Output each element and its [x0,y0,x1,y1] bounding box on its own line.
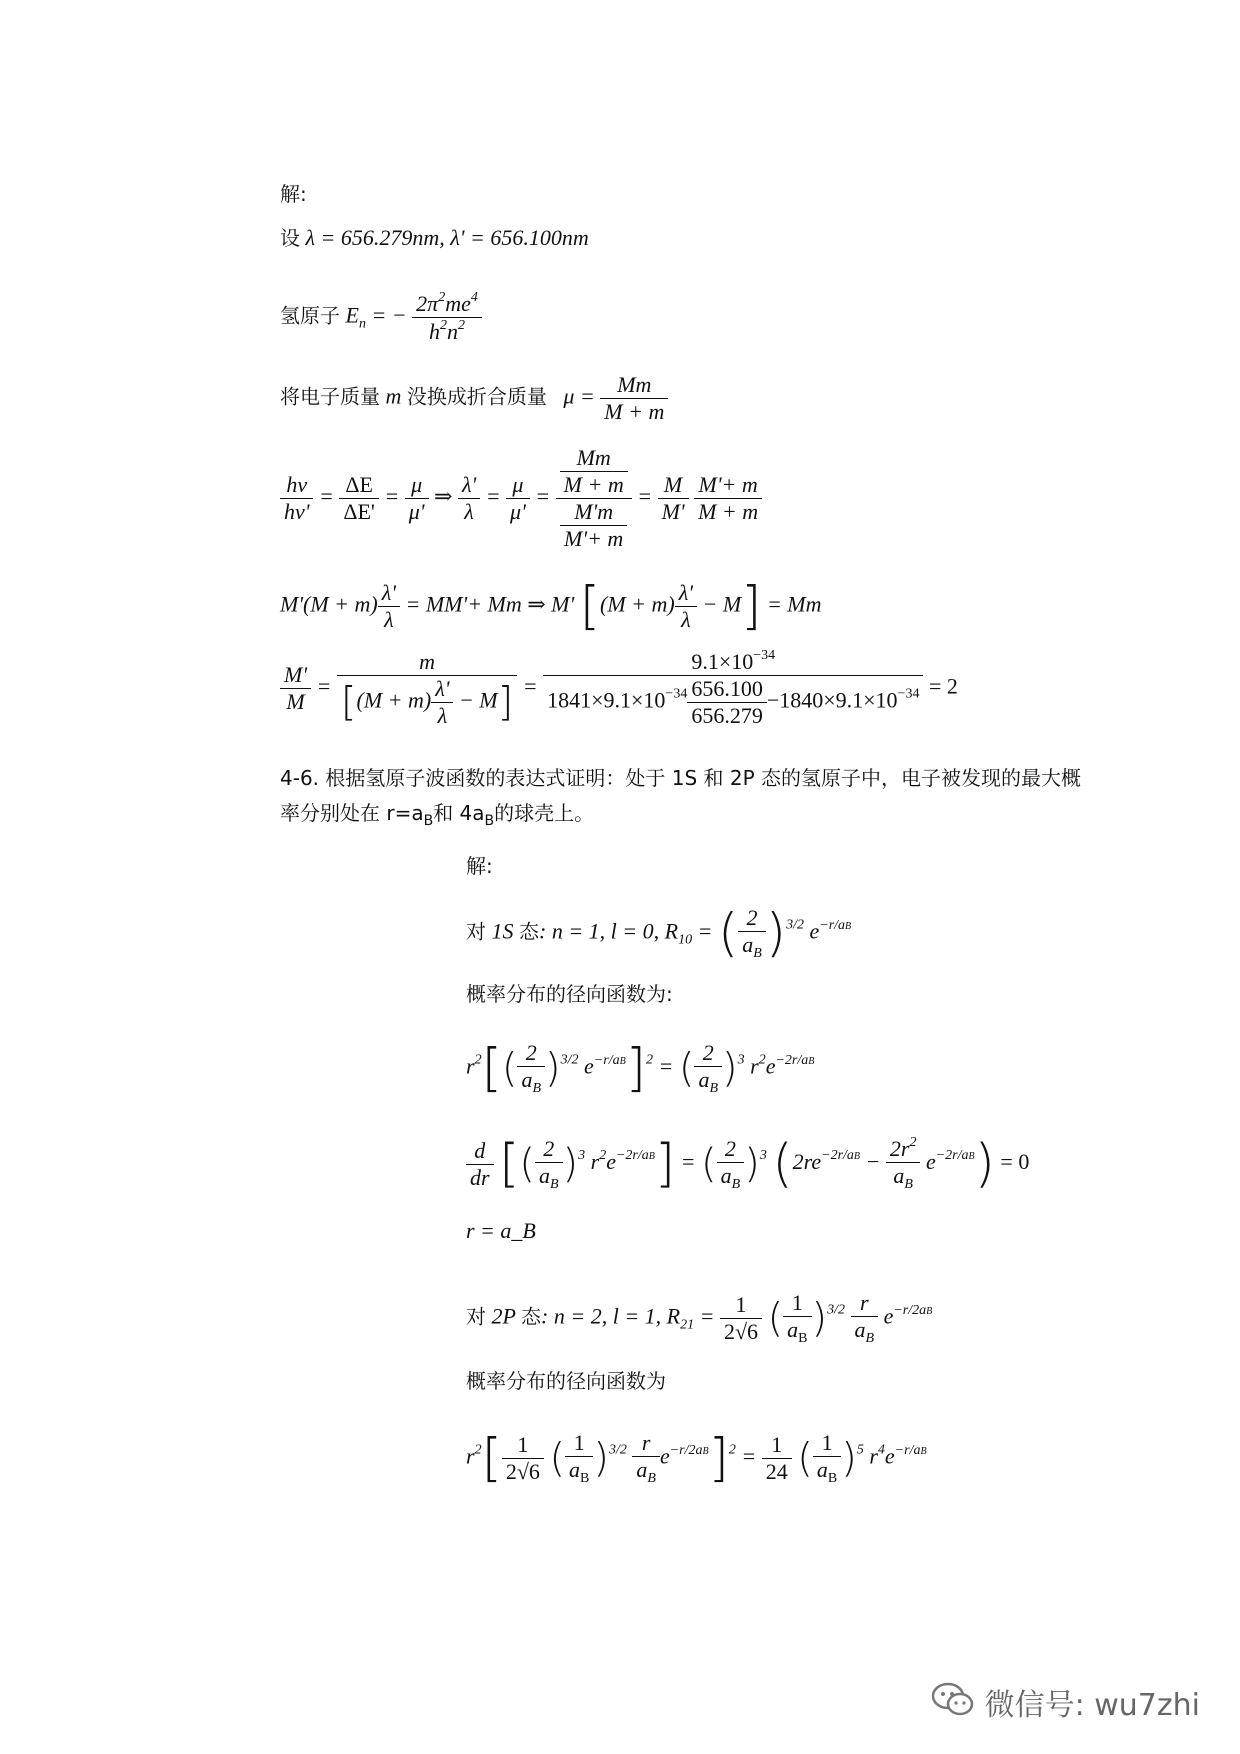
lambda-definition: 设 λ = 656.279nm, λ' = 656.100nm [280,225,589,250]
watermark-text: 微信号: wu7zhi [984,1688,1200,1723]
reduced-mass-line: 将电子质量 m 没换成折合质量 μ = $\frac{Mm}{M + m}$ [280,372,668,425]
radial-label-1: 概率分布的径向函数为: [466,982,673,1006]
ratio-chain: $\frac{h\nu}{h\nu'}$ = $\frac{\Delta E}{\Delta E'}$ = $\frac{\mu}{\mu'}$ ⇒ $\frac{\lambda'}{\lambda}$ = $\frac{\mu}{\mu'}$ = $\frac{\frac{Mm}{M + m}}{\frac{M'm}{M'+ m}}$ = $\frac{M}{M'}$ $\frac{M'+ m}{M + m}$ [280,445,762,552]
wechat-icon [931,1682,975,1723]
hydrogen-label: 氢原子 [280,303,340,328]
result-1s: r = a_B [466,1218,536,1243]
energy-formula: 氢原子 $E_n$ = − $\frac{2\pi^2me^4}{h^2n^2}$ [280,290,482,345]
state-1s-formula: 对 1S 态: n = 1, l = 0, $R_{10}$ = ( $\frac{2}{a_B}$ )$^{3/2}$ $e^{-r/aB}$ [466,903,852,964]
rearranged-equation: M'(M + m) $\frac{\lambda'}{\lambda}$ = MM'+ Mm ⇒ M' [(M + m) $\frac{\lambda'}{\lambda}$ − M] = Mm [280,576,822,637]
wechat-watermark [931,1680,1200,1724]
radial-1s-formula: $r^2$[( $\frac{2}{a_B}$ )$^{3/2}$ $e^{-r/aB}]^2$ = ( $\frac{2}{a_B}$ )$^3$ $r^2e^{-2r/aB}$ [466,1038,815,1099]
radial-2p-formula: $r^2$[ $\frac{1}{2√6}$ ( $\frac{1}{a_B}$ )$^{3/2}$ $\frac{r}{a_B}$ $e^{-r/2aB}]^2$ = $\frac{1}{24}$ ( $\frac{1}{a_B}$ )$^5$ $r^4e^{-r/aB}$ [466,1428,927,1489]
problem-4-6-line1: 4-6. 根据氢原子波函数的表达式证明：处于 1S 和 2P 态的氢原子中，电子被发现的最大概 [280,766,1082,790]
solution2-heading: 解: [466,854,493,878]
problem-4-6-line2: 率分别处在 $r=a_B$和 $4a_B$的球壳上。 [280,801,595,829]
state-2p-formula: 对 2P 态: n = 2, l = 1, $R_{21}$ = $\frac{1}{2√6}$ ( $\frac{1}{a_B}$ )$^{3/2}$ $\frac{r}{a_B}$ $e^{-r/2aB}$ [466,1290,933,1346]
derivative-1s-formula: $\frac{d}{dr}$ [( $\frac{2}{a_B}$ )$^3$ $r^2e^{-2r/aB}$] = ( $\frac{2}{a_B}$ )$^3$ ($2re^{-2r/aB}$ − $\frac{2r^2}{a_B}$ $e^{-2r/aB}) = 0$ [466,1135,1029,1193]
mass-ratio-result: $\frac{M'}{M}$ = m [(M + m) $\frac{\lambda'}{\lambda}$ − M] = $9.1\times 10^{-34}$ $1841\times 9.1\times 10^{-34}$ $\frac{656.100}{656.279}$ $-1840\times 9.1\times 10^{-34}$ = 2 [280,648,958,729]
radial-label-2: 概率分布的径向函数为 [466,1369,666,1393]
solution-heading: 解: [280,182,307,206]
